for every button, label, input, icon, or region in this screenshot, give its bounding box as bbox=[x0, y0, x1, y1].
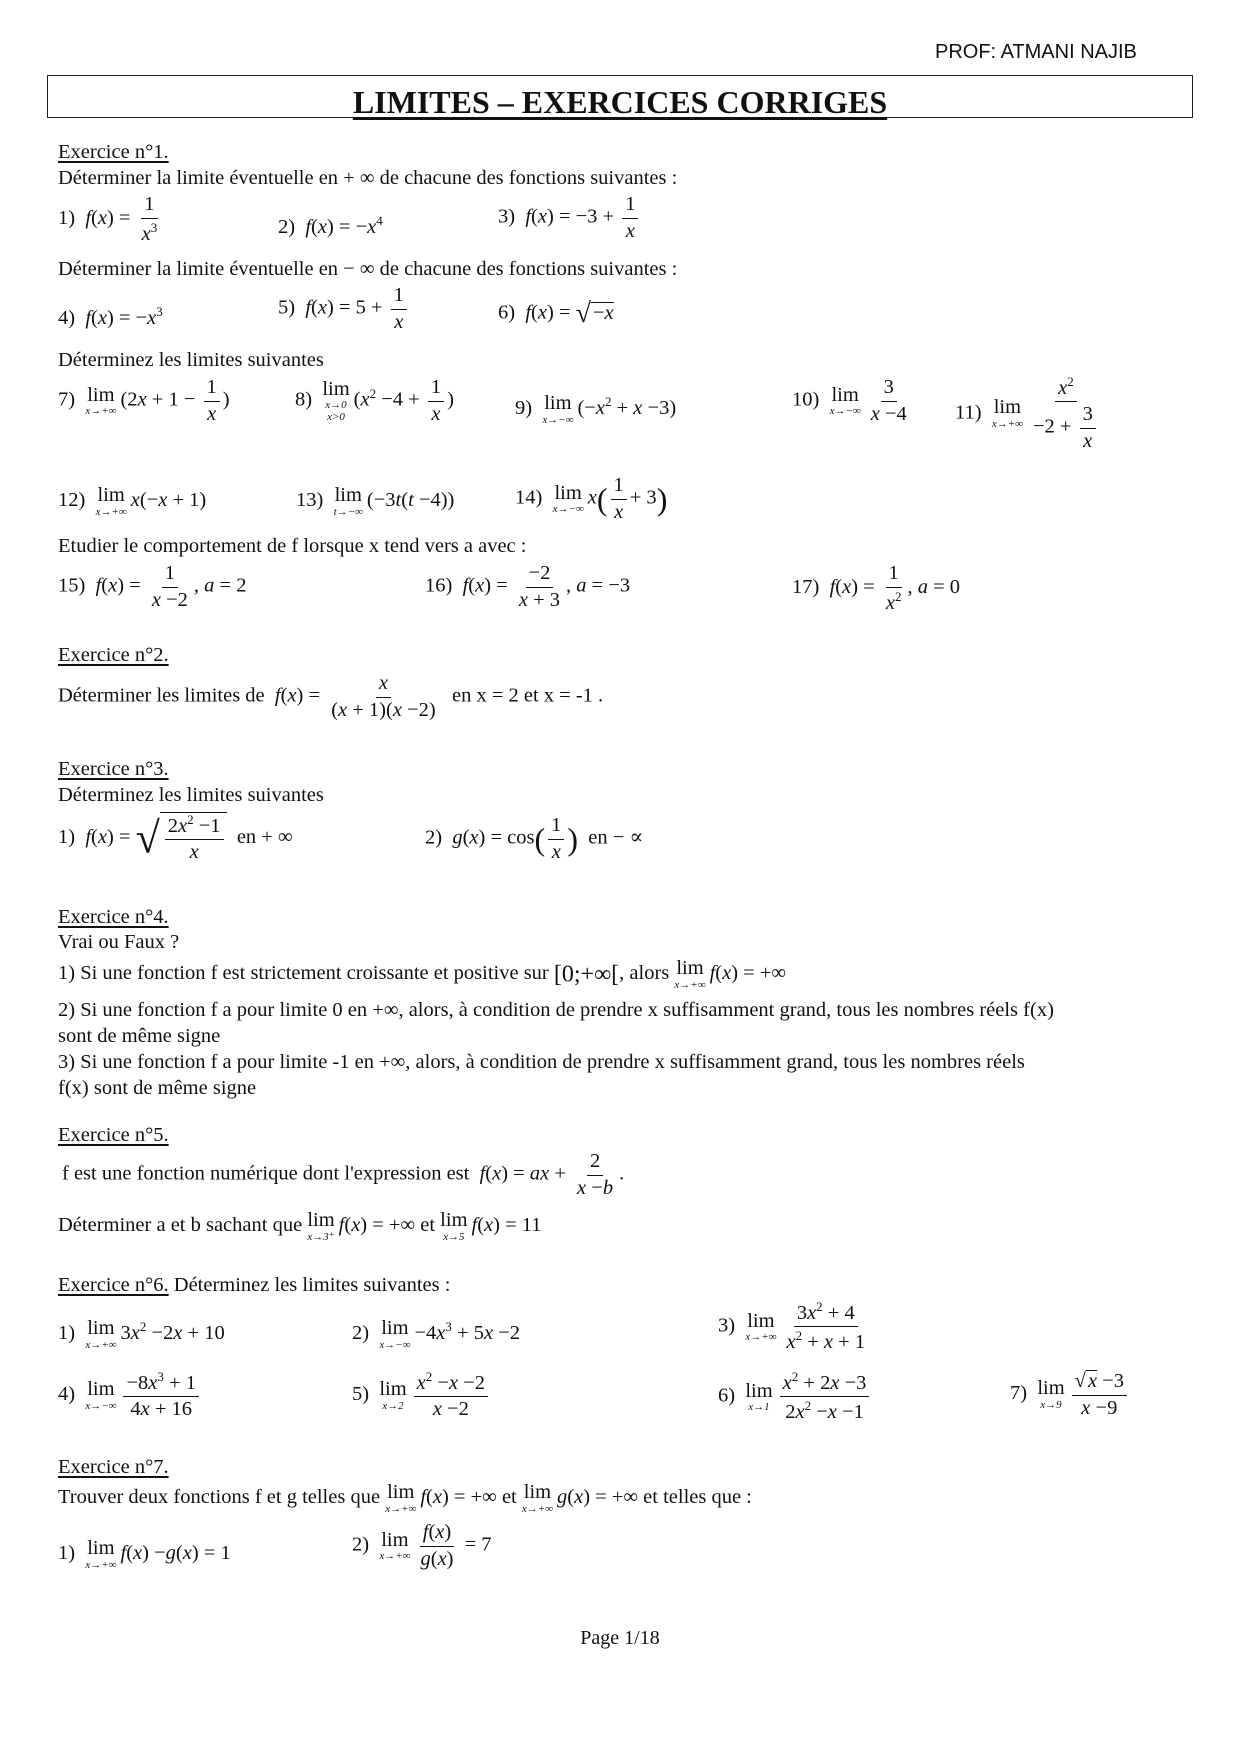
ex1-heading: Exercice n°1. bbox=[58, 141, 169, 163]
ex4-statement-1: 1) Si une fonction f est strictement croissante et positive sur [0;+∞[, alors lim x→+∞ f(x) = +∞ bbox=[58, 957, 787, 991]
page-number: Page 1/18 bbox=[580, 1627, 660, 1649]
ex1-item-8: 8) lim x→0 x>0 ($x^2 -4$ + $\frac{1}{x}$ ) bbox=[295, 376, 454, 425]
ex1-item-7: 7) lim x→+∞ (2x + 1 − $\frac{1}{x}$ ) bbox=[58, 376, 230, 425]
ex6-item-1: 1) lim x→+∞ $3x^2 -2x + 10$ bbox=[58, 1317, 225, 1351]
ex1-item-9: 9) lim x→−∞ $(-x^2 + x -3)$ bbox=[515, 392, 677, 426]
ex1-item-3: 3) f(x) = −3 + $\frac{1}{x}$ bbox=[498, 194, 641, 242]
ex1-instr-limits: Déterminez les limites suivantes bbox=[58, 349, 324, 371]
title-box bbox=[47, 75, 1193, 118]
ex2-statement: Déterminer les limites de f(x) = $\frac{x}{(x + 1)(x -2)}$ en x = 2 et x = -1 . bbox=[58, 672, 604, 721]
ex3-item-1: 1) f(x) = √ $\frac{2x^2 -1}{x}$ en + ∞ bbox=[58, 812, 293, 864]
ex1-item-6: 6) f(x) = √−x bbox=[498, 298, 614, 329]
ex7-item-1: 1) lim x→+∞ f(x) −g(x) = 1 bbox=[58, 1537, 231, 1571]
ex1-item-4: 4) $f(x) = -x^3$ bbox=[58, 304, 163, 329]
ex3-instr: Déterminez les limites suivantes bbox=[58, 784, 324, 806]
ex4-statement-2a: 2) Si une fonction f a pour limite 0 en +∞, alors, à condition de prendre x suffisamment grand, tous les nombres réels f(x) bbox=[58, 999, 1054, 1021]
ex1-item-14: 14) lim x→−∞ x( $\frac{1}{x}$ + 3) bbox=[515, 474, 668, 523]
ex7-statement: Trouver deux fonctions f et g telles que lim x→+∞ f(x) = +∞ et lim x→+∞ g(x) = +∞ et telles que : bbox=[58, 1481, 752, 1515]
ex6-item-4: 4) lim x→−∞ $\frac{-8x^3 + 1}{4x + 16}$ bbox=[58, 1370, 202, 1421]
ex4-heading: Exercice n°4. bbox=[58, 906, 169, 928]
ex1-item-15: 15) f(x) = $\frac{1}{x -2}$ , a = 2 bbox=[58, 562, 247, 611]
ex5-heading: Exercice n°5. bbox=[58, 1124, 169, 1146]
ex1-item-11: 11) lim x→+∞ $x^2$ −2 + $\frac{3}{x}$ bbox=[955, 375, 1105, 452]
ex1-item-16: 16) f(x) = $\frac{-2}{x + 3}$ , a = −3 bbox=[425, 562, 631, 611]
ex1-item-12: 12) lim x→+∞ x(−x + 1) bbox=[58, 484, 207, 518]
ex1-instr-minus: Déterminer la limite éventuelle en − ∞ de chacune des fonctions suivantes : bbox=[58, 258, 678, 280]
ex7-item-2: 2) lim x→+∞ $\frac{f(x)}{g(x)}$ = 7 bbox=[352, 1521, 492, 1570]
ex6-item-3: 3) lim x→+∞ $\frac{3x^2 + 4}{x^2 + x + 1}$ bbox=[718, 1299, 866, 1354]
ex4-statement-3b: f(x) sont de même signe bbox=[58, 1077, 257, 1099]
ex4-question: Vrai ou Faux ? bbox=[58, 931, 180, 953]
ex6-item-7: 7) lim x→9 $\frac{√x -3}{x -9}$ bbox=[1010, 1370, 1130, 1419]
ex3-item-2: 2) g(x) = cos( $\frac{1}{x}$ ) en − ∝ bbox=[425, 814, 644, 863]
ex1-item-1: 1) f(x) = $\frac{1}{x^3}$ bbox=[58, 193, 158, 245]
ex6-item-6: 6) lim x→1 $\frac{x^2 + 2x -3}{2x^2 -x -1}$ bbox=[718, 1370, 872, 1424]
ex5-statement-2: Déterminer a et b sachant que lim x→3⁺ f(x) = +∞ et lim x→5 f(x) = 11 bbox=[58, 1209, 542, 1243]
ex7-heading: Exercice n°7. bbox=[58, 1456, 169, 1478]
ex1-item-10: 10) lim x→−∞ $\frac{3}{x -4}$ bbox=[792, 376, 907, 425]
ex1-instr-behavior: Etudier le comportement de f lorsque x tend vers a avec : bbox=[58, 535, 527, 557]
ex4-statement-2b: sont de même signe bbox=[58, 1025, 221, 1047]
ex6-heading-line: Exercice n°6. Déterminez les limites suivantes : bbox=[58, 1274, 451, 1296]
ex1-item-17: 17) f(x) = $\frac{1}{x^2}$ , a = 0 bbox=[792, 562, 961, 614]
ex4-statement-3a: 3) Si une fonction f a pour limite -1 en +∞, alors, à condition de prendre x suffisamment grand, tous les nombres réels bbox=[58, 1051, 1025, 1073]
author-label: PROF: ATMANI NAJIB bbox=[935, 41, 1137, 63]
ex3-heading: Exercice n°3. bbox=[58, 758, 169, 780]
ex6-item-2: 2) lim x→−∞ $-4x^3 + 5x -2$ bbox=[352, 1317, 521, 1351]
ex1-item-2: 2) $f(x) = -x^4$ bbox=[278, 213, 383, 238]
ex1-item-5: 5) f(x) = 5 + $\frac{1}{x}$ bbox=[278, 285, 410, 333]
ex6-item-5: 5) lim x→2 $\frac{x^2 -x -2}{x -2}$ bbox=[352, 1370, 491, 1421]
ex5-statement-1: f est une fonction numérique dont l'expression est f(x) = ax + $\frac{2}{x -b}$ . bbox=[62, 1150, 625, 1199]
ex1-item-13: 13) lim t→−∞ (−3t(t −4)) bbox=[296, 484, 455, 518]
ex2-heading: Exercice n°2. bbox=[58, 644, 169, 666]
page-title: LIMITES – EXERCICES CORRIGES bbox=[352, 84, 888, 120]
ex1-instr-plus: Déterminer la limite éventuelle en + ∞ de chacune des fonctions suivantes : bbox=[58, 167, 678, 189]
